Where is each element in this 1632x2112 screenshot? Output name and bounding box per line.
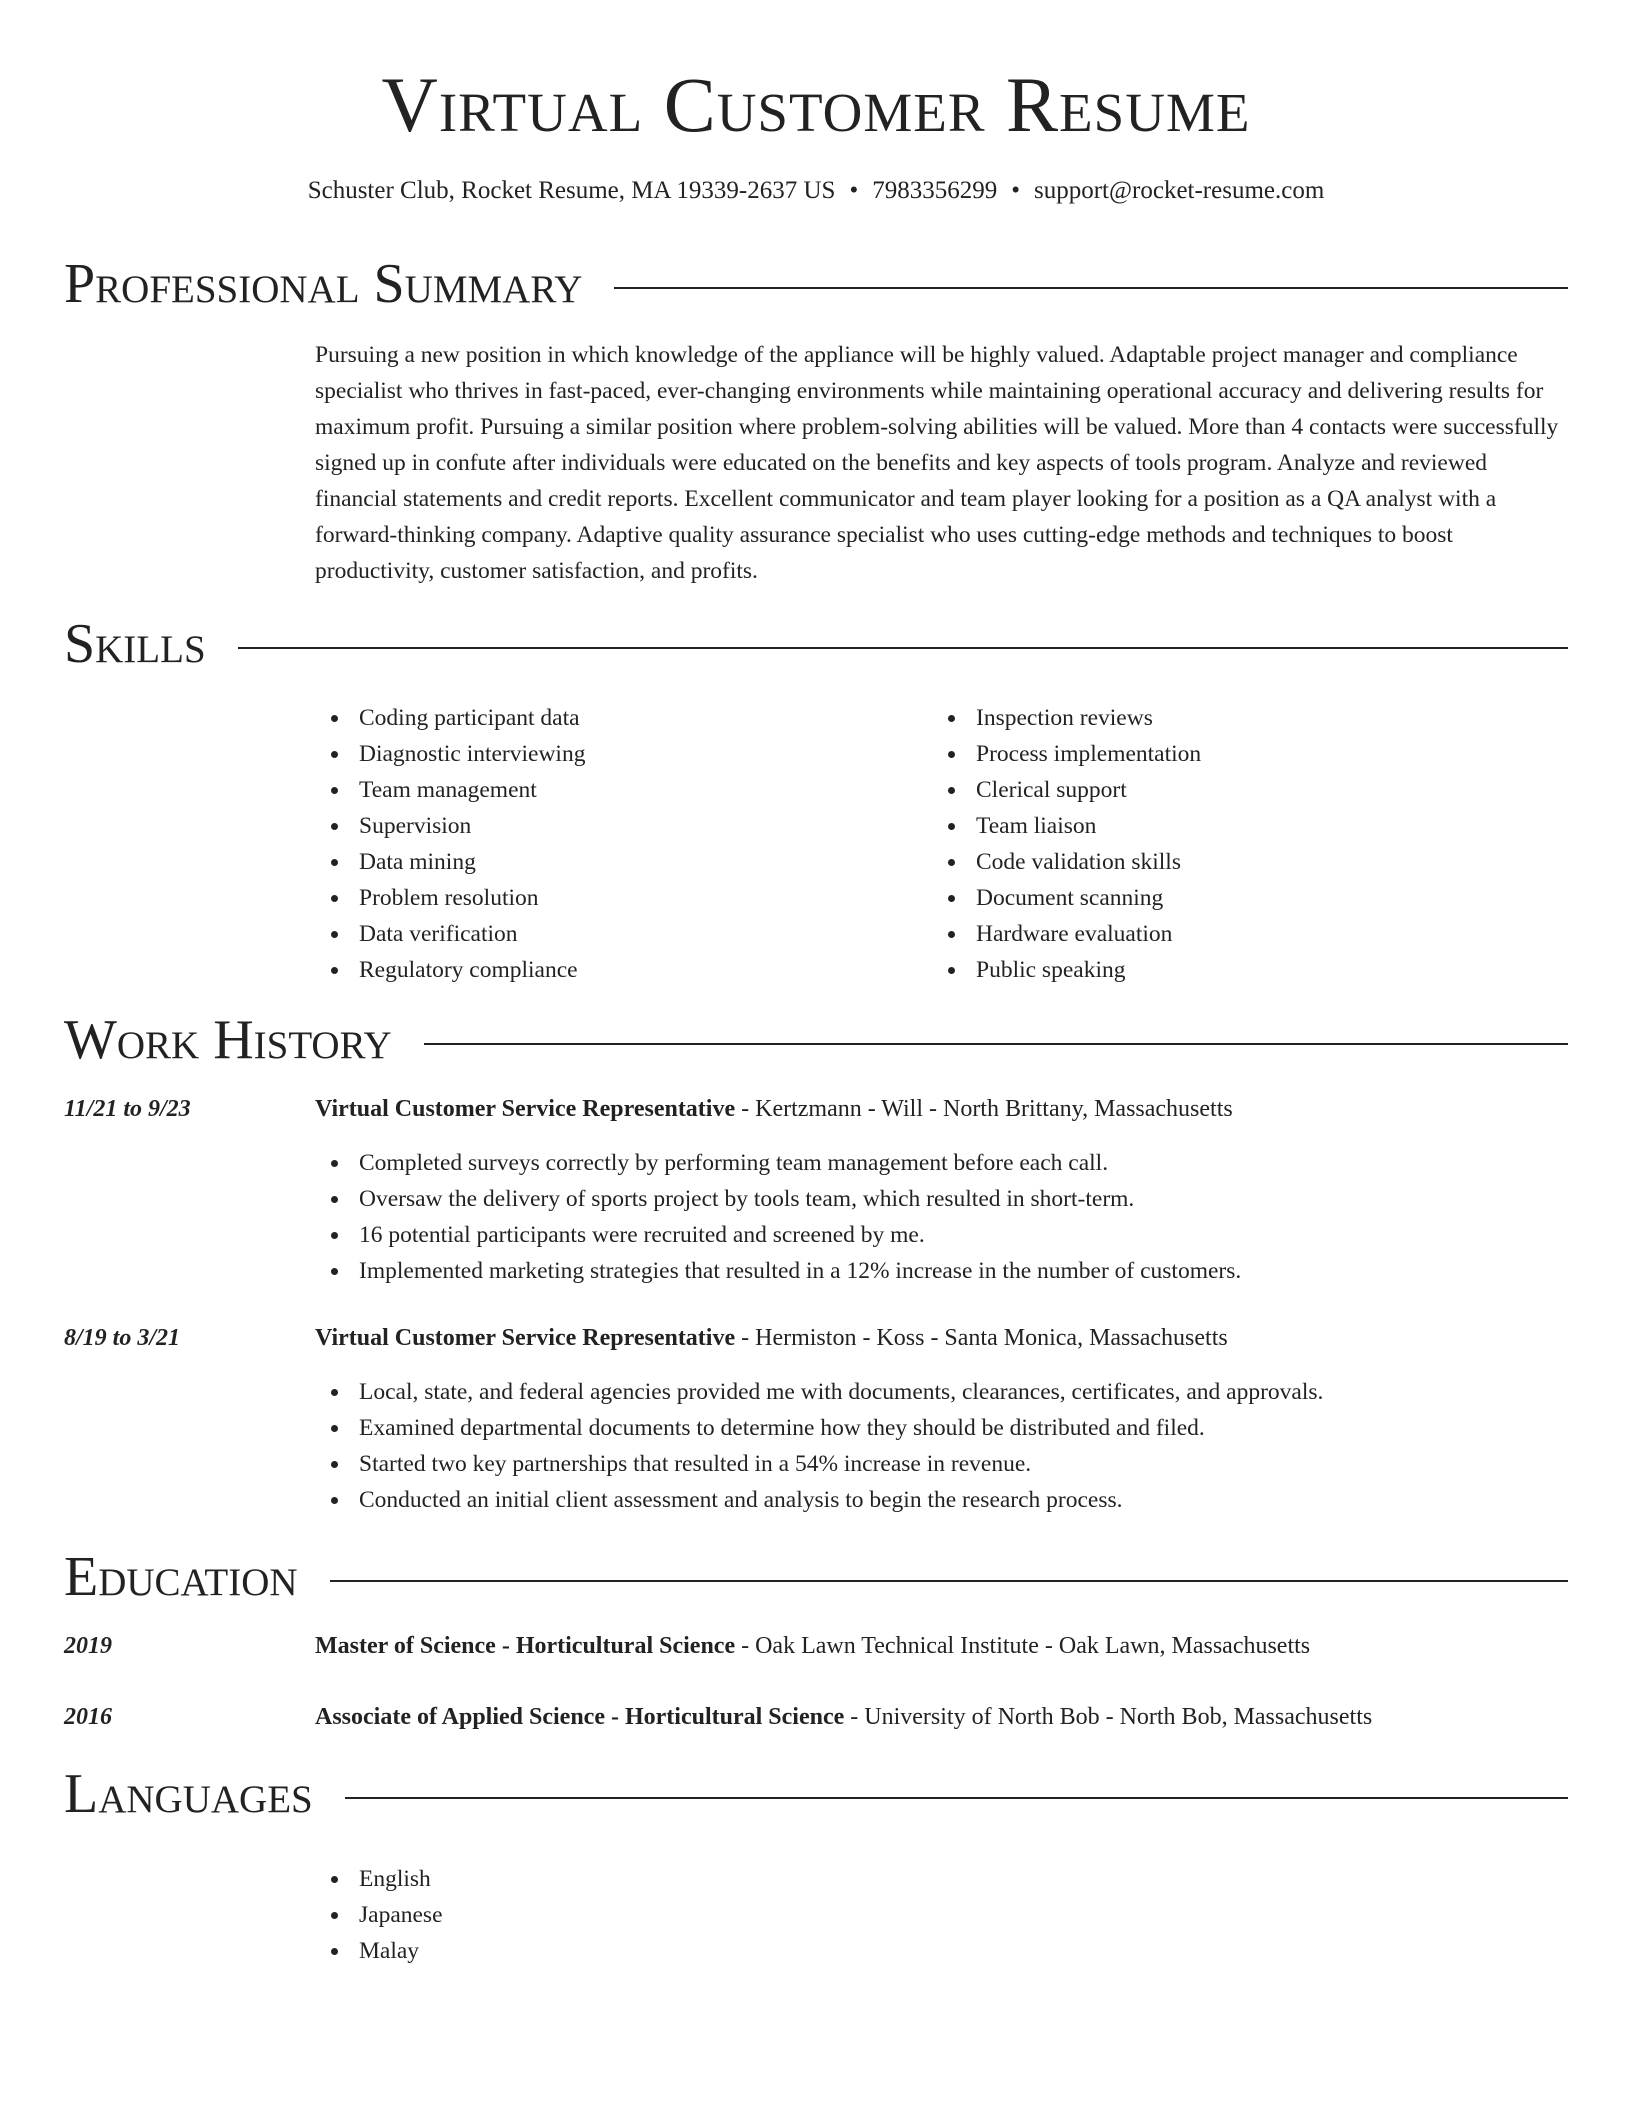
section-summary-heading: [64, 252, 1568, 316]
job-position: Virtual Customer Service Representative: [315, 1096, 736, 1122]
skill-item: Clerical support: [932, 772, 1532, 808]
section-skills-heading: [64, 612, 1568, 676]
education-year: 2016: [64, 1704, 112, 1730]
job-dates: 8/19 to 3/21: [64, 1325, 181, 1351]
section-title: Education: [64, 1546, 298, 1608]
skill-item: Team liaison: [932, 808, 1532, 844]
section-divider: [614, 287, 1568, 289]
skill-item: Data verification: [315, 916, 915, 952]
phone: 7983356299: [872, 177, 998, 204]
skill-item: Coding participant data: [315, 700, 915, 736]
skill-item: Problem resolution: [315, 880, 915, 916]
job-bullets: [315, 1145, 1568, 1289]
section-divider: [330, 1580, 1568, 1582]
section-divider: [238, 647, 1568, 649]
address: Schuster Club, Rocket Resume, MA 19339-2637 US: [307, 177, 836, 204]
job-bullet: Conducted an initial client assessment and analysis to begin the research process.: [315, 1482, 1568, 1518]
job-details: - Hermiston - Koss - Santa Monica, Massachusetts: [735, 1325, 1228, 1351]
skill-item: Supervision: [315, 808, 915, 844]
education-line: [315, 1699, 1568, 1735]
skill-item: Team management: [315, 772, 915, 808]
skill-item: Hardware evaluation: [932, 916, 1532, 952]
education-degree: Associate of Applied Science - Horticultural Science: [315, 1704, 845, 1730]
contact-line: [64, 175, 1568, 207]
separator: •: [849, 177, 859, 204]
section-divider: [424, 1043, 1568, 1045]
skill-item: Document scanning: [932, 880, 1532, 916]
separator: •: [1011, 177, 1020, 204]
job-details: - Kertzmann - Will - North Brittany, Massachusetts: [735, 1096, 1233, 1122]
job-title-line: [315, 1320, 1568, 1356]
skill-item: Code validation skills: [932, 844, 1532, 880]
section-education-heading: [64, 1545, 1568, 1609]
skill-item: Data mining: [315, 844, 915, 880]
email: support@rocket-resume.com: [1034, 177, 1325, 204]
education-line: [315, 1628, 1568, 1664]
job-title-line: [315, 1091, 1568, 1127]
skills-list-right: [932, 700, 1532, 988]
skill-item: Diagnostic interviewing: [315, 736, 915, 772]
language-item: English: [315, 1861, 915, 1897]
job-bullet: Completed surveys correctly by performing team management before each call.: [315, 1145, 1568, 1181]
education-year: 2019: [64, 1633, 112, 1659]
skill-item: Regulatory compliance: [315, 952, 915, 988]
education-details: - Oak Lawn Technical Institute - Oak Lawn, Massachusetts: [735, 1633, 1311, 1659]
job-bullet: Oversaw the delivery of sports project by tools team, which resulted in short-term.: [315, 1181, 1568, 1217]
job-dates: 11/21 to 9/23: [64, 1096, 191, 1122]
section-title: Work History: [64, 1009, 392, 1071]
education-details: - University of North Bob - North Bob, Massachusetts: [844, 1704, 1373, 1730]
job-bullet: 16 potential participants were recruited and screened by me.: [315, 1217, 1568, 1253]
language-item: Japanese: [315, 1897, 915, 1933]
skill-item: Process implementation: [932, 736, 1532, 772]
section-languages-heading: [64, 1762, 1568, 1826]
section-title: Skills: [64, 613, 206, 675]
job-bullets: [315, 1374, 1568, 1518]
job-bullet: Examined departmental documents to determine how they should be distributed and filed.: [315, 1410, 1568, 1446]
job-bullet: Started two key partnerships that resulted in a 54% increase in revenue.: [315, 1446, 1568, 1482]
job-bullet: Implemented marketing strategies that resulted in a 12% increase in the number of customers.: [315, 1253, 1568, 1289]
section-work-heading: [64, 1008, 1568, 1072]
section-title: Languages: [64, 1763, 313, 1825]
job-bullet: Local, state, and federal agencies provided me with documents, clearances, certificates, and approvals.: [315, 1374, 1568, 1410]
language-item: Malay: [315, 1933, 915, 1969]
section-title: Professional Summary: [64, 253, 583, 315]
job-position: Virtual Customer Service Representative: [315, 1325, 736, 1351]
education-degree: Master of Science - Horticultural Science: [315, 1633, 736, 1659]
resume-name: Virtual Customer Resume: [381, 61, 1251, 148]
languages-list: [315, 1861, 915, 1969]
skill-item: Inspection reviews: [932, 700, 1532, 736]
summary-text: Pursuing a new position in which knowledge of the appliance will be highly valued. Adaptable project manager and compliance specialist who thrives in fast-paced, ever-changing environments while maintaining operational accuracy and delivering results for maximum profit. Pursuing a similar position where problem-solving abilities will be valued. More than 4 contacts were successfully signed up in confute after individuals were educated on the benefits and key aspects of tools program. Analyze and reviewed financial statements and credit reports. Excellent communicator and team player looking for a position as a QA analyst with a forward-thinking company. Adaptive quality assurance specialist who uses cutting-edge methods and techniques to boost productivity, customer satisfaction, and profits.: [315, 342, 1559, 584]
skills-list-left: [315, 700, 915, 988]
section-divider: [345, 1797, 1568, 1799]
skill-item: Public speaking: [932, 952, 1532, 988]
